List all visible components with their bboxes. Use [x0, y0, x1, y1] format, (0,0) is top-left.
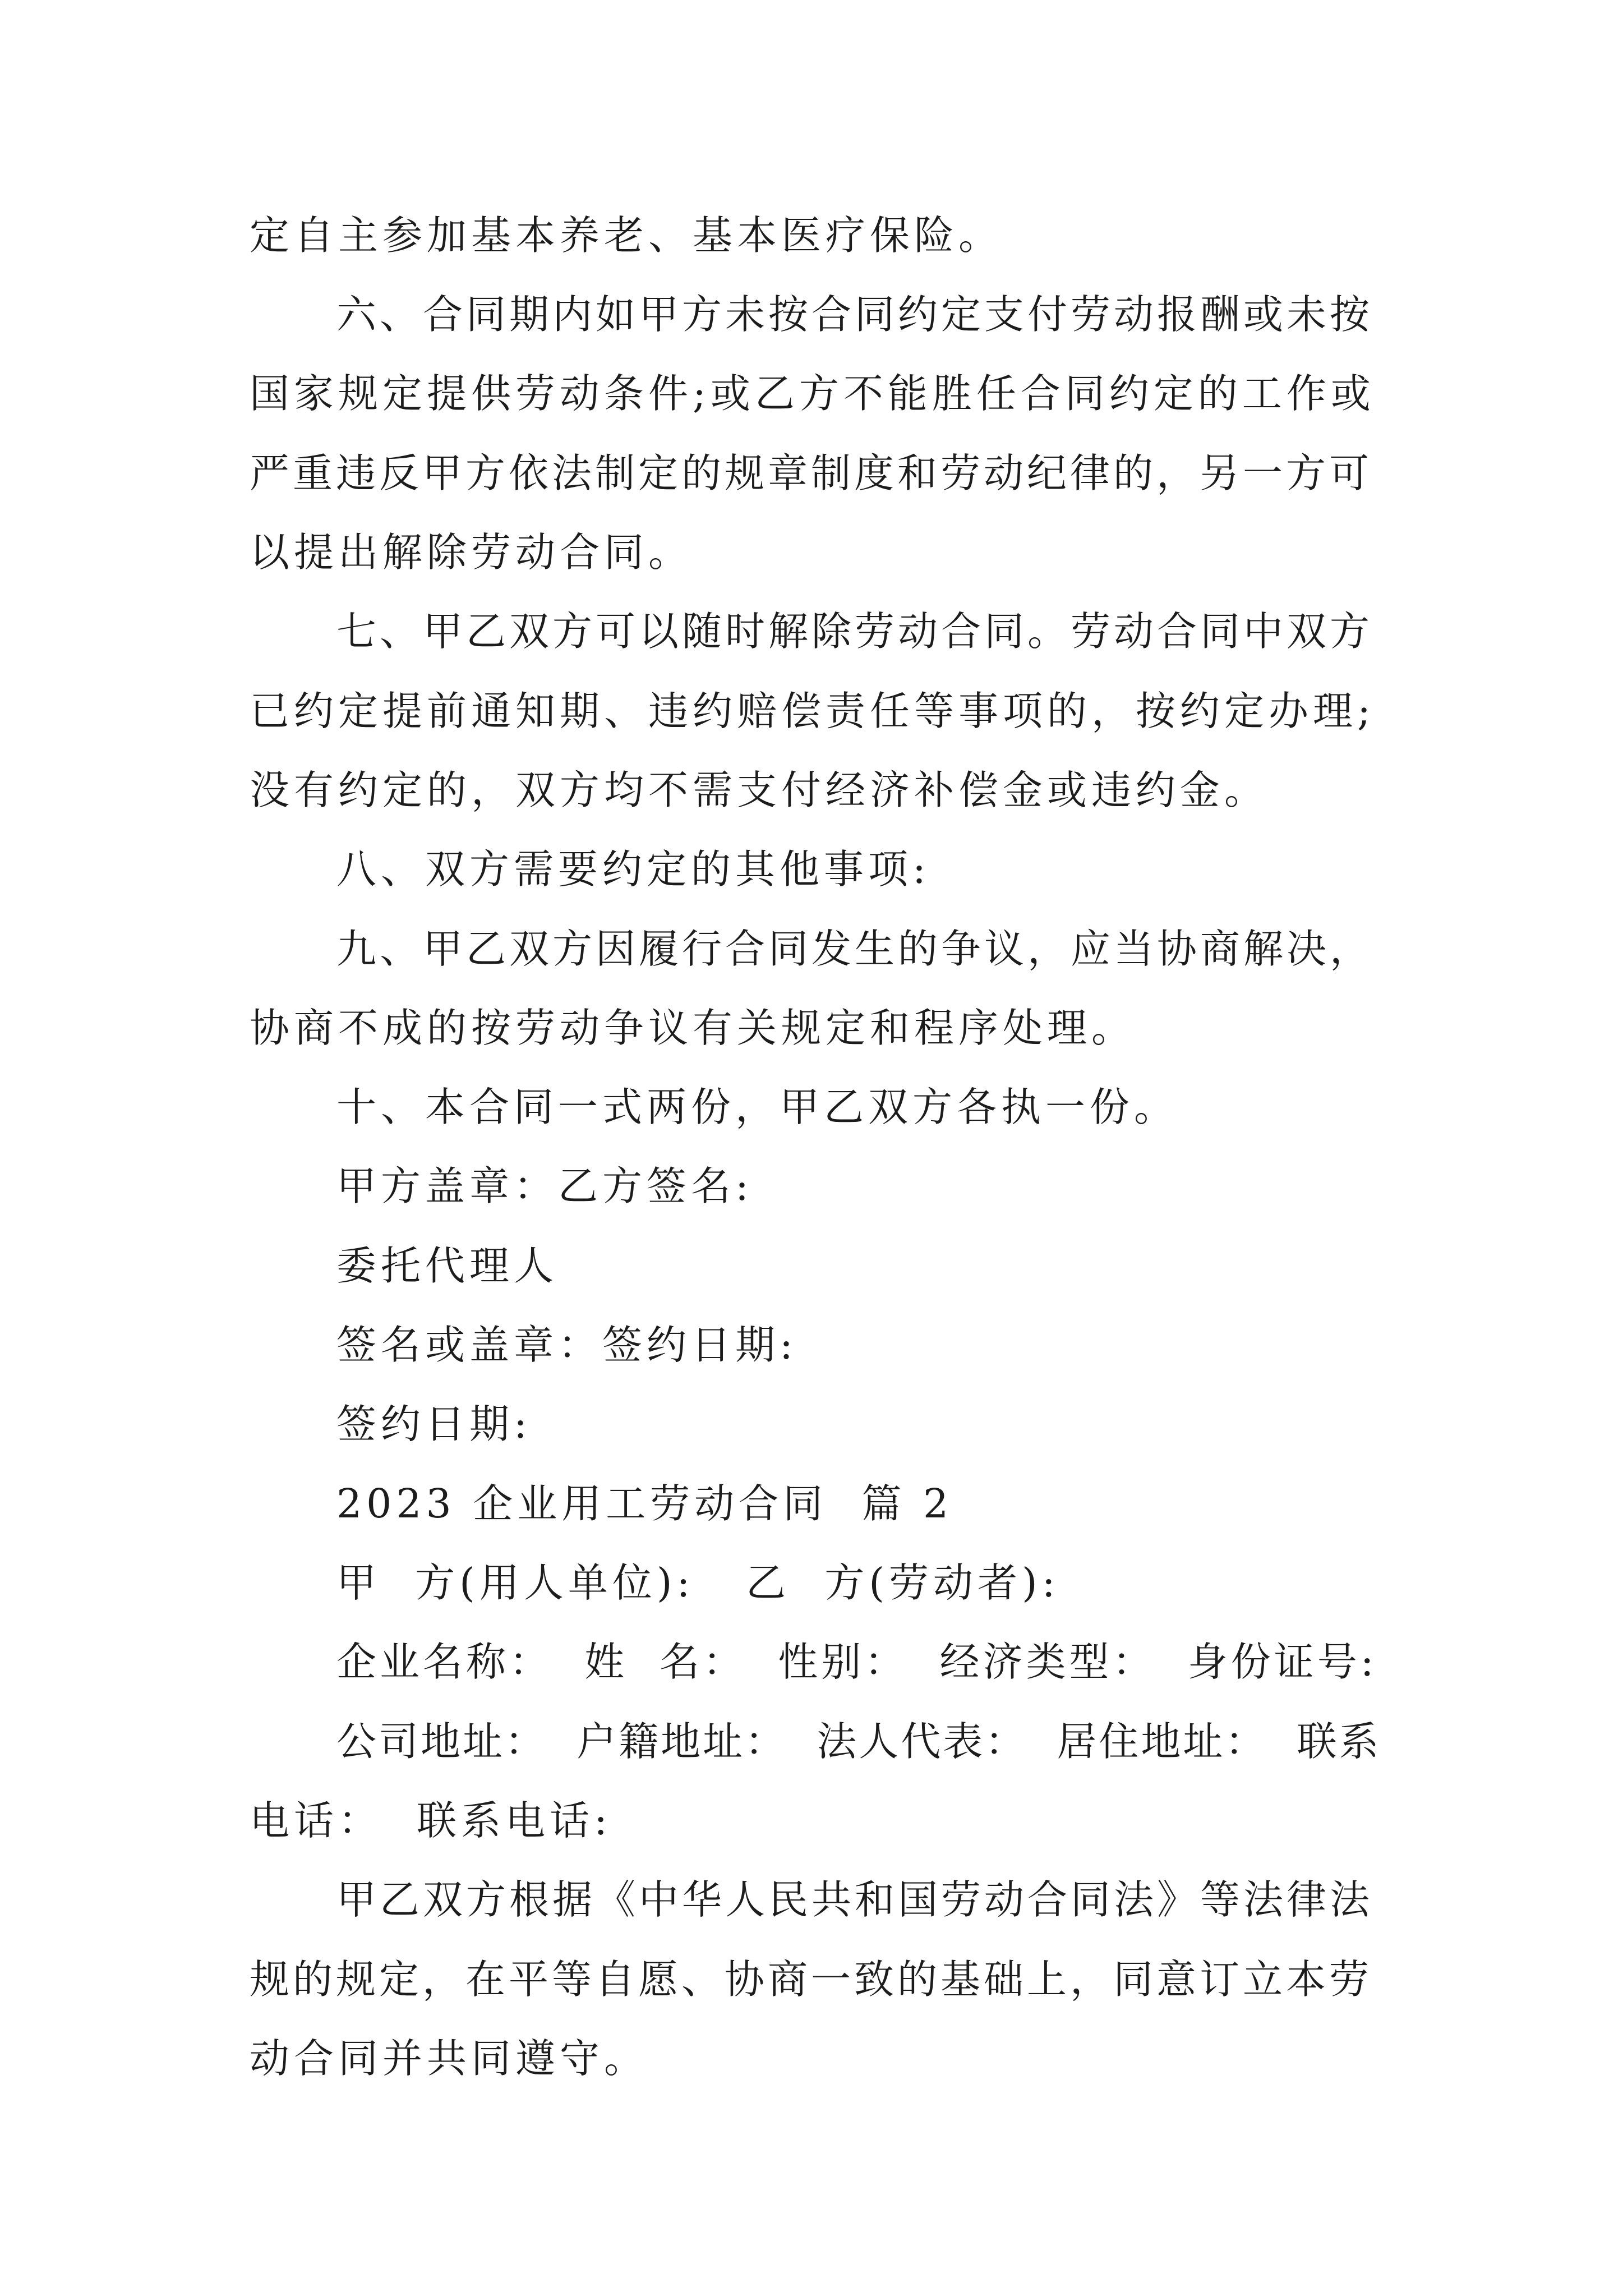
text-line: 严重违反甲方依法制定的规章制度和劳动纪律的，另一方可 — [250, 450, 1373, 496]
section-heading: 2023 企业用工劳动合同 篇 2 — [336, 1480, 953, 1527]
text-line: 甲乙双方根据《中华人民共和国劳动合同法》等法律法 — [336, 1876, 1373, 1923]
text-line: 十、本合同一式两份，甲乙双方各执一份。 — [336, 1084, 1179, 1130]
text-line: 七、甲乙双方可以随时解除劳动合同。劳动合同中双方 — [336, 608, 1373, 655]
text-line: 定自主参加基本养老、基本医疗保险。 — [250, 212, 1003, 259]
text-line: 八、双方需要约定的其他事项: — [336, 846, 930, 892]
text-line: 签约日期: — [336, 1401, 532, 1447]
text-line: 国家规定提供劳动条件;或乙方不能胜任合同约定的工作或 — [250, 370, 1375, 417]
text-line: 委托代理人 — [336, 1243, 559, 1289]
text-line: 动合同并共同遵守。 — [250, 2035, 649, 2082]
text-line: 甲 方(用人单位): 乙 方(劳动者): — [336, 1559, 1060, 1606]
text-line: 企业名称： 姓 名： 性别： 经济类型： 身份证号: — [336, 1639, 1377, 1685]
text-line: 公司地址： 户籍地址： 法人代表： 居住地址： 联系 — [336, 1718, 1381, 1765]
text-line: 九、甲乙双方因履行合同发生的争议，应当协商解决， — [336, 926, 1373, 972]
text-line: 已约定提前通知期、违约赔偿责任等事项的，按约定办理; — [250, 688, 1375, 734]
text-line: 规的规定，在平等自愿、协商一致的基础上，同意订立本劳 — [250, 1956, 1373, 2003]
text-line: 以提出解除劳动合同。 — [250, 529, 693, 576]
text-line: 电话： 联系电话: — [250, 1797, 612, 1844]
text-line: 协商不成的按劳动争议有关规定和程序处理。 — [250, 1005, 1136, 1051]
text-line: 六、合同期内如甲方未按合同约定支付劳动报酬或未按 — [336, 291, 1373, 338]
text-line: 甲方盖章：乙方签名: — [336, 1163, 753, 1209]
text-line: 没有约定的，双方均不需支付经济补偿金或违约金。 — [250, 767, 1269, 813]
text-line: 签名或盖章：签约日期: — [336, 1322, 797, 1368]
